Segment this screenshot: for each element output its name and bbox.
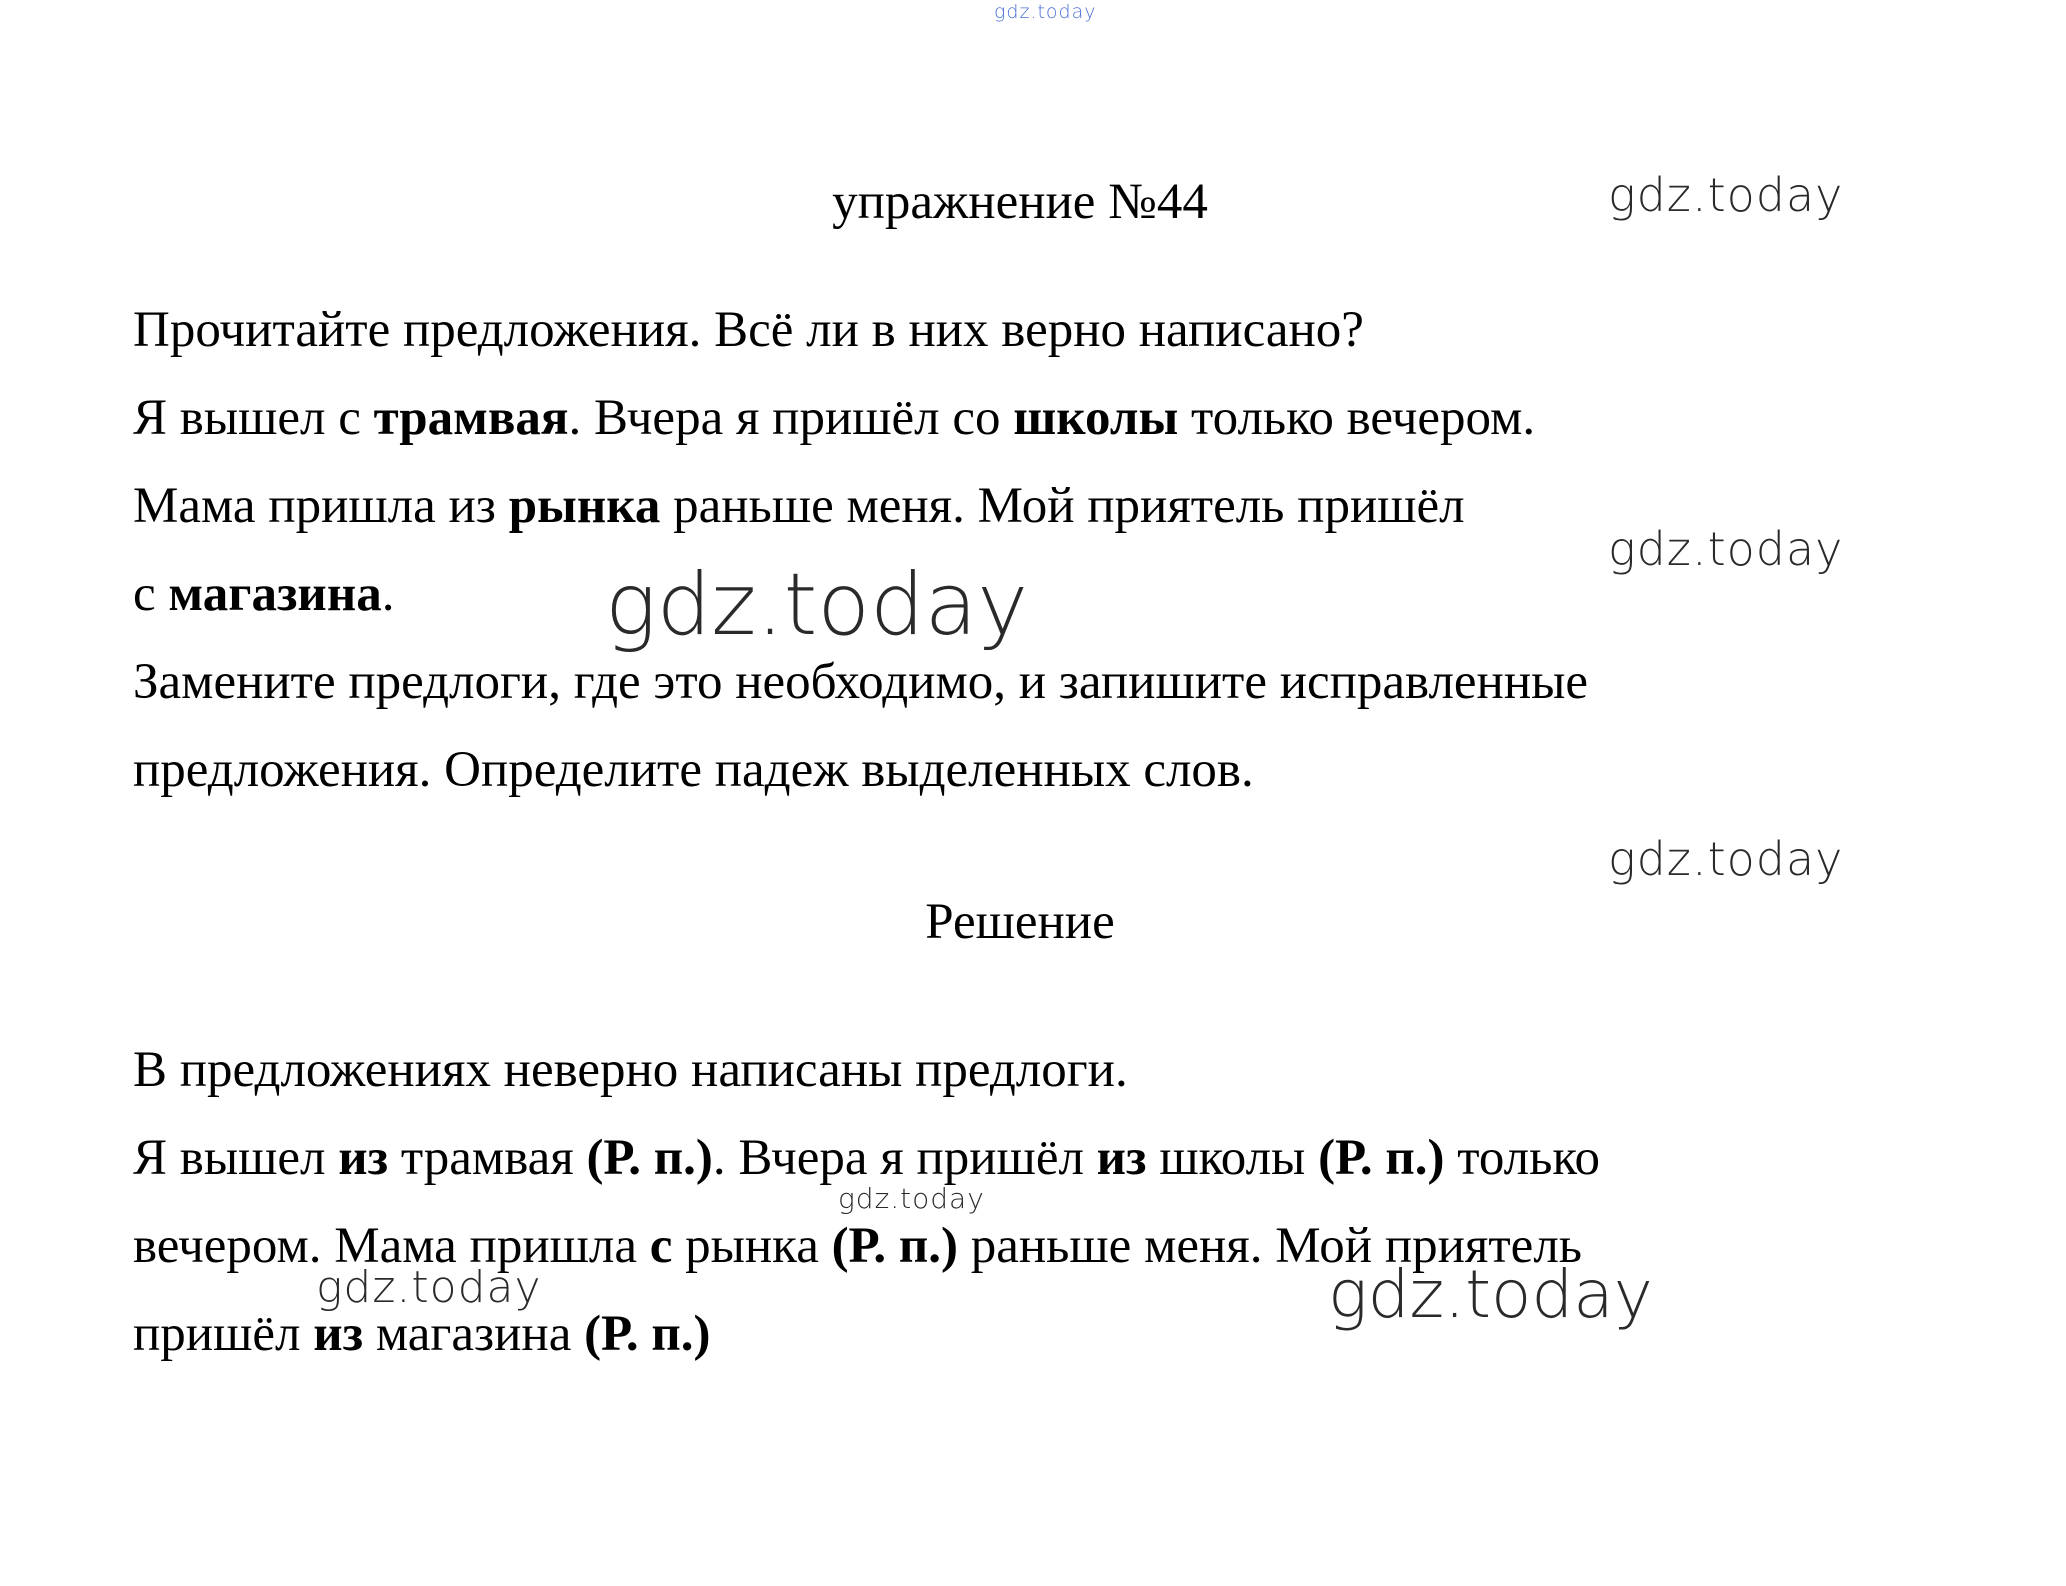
task-line: Мама пришла из рынка раньше меня. Мой приятель пришёл — [133, 478, 1465, 534]
watermark-top: gdz.today — [994, 1, 1097, 23]
watermark: gdz.today — [1608, 168, 1844, 222]
watermark: gdz.today — [605, 555, 1029, 655]
task-line: с магазина. — [133, 566, 395, 622]
task-line: Замените предлоги, где это необходимо, и запишите исправленные — [133, 654, 1589, 710]
solution-line: Я вышел из трамвая (Р. п.). Вчера я пришёл из школы (Р. п.) только — [133, 1130, 1601, 1186]
solution-heading: Решение — [925, 894, 1115, 950]
exercise-title: упражнение №44 — [832, 174, 1208, 230]
solution-line: вечером. Мама пришла с рынка (Р. п.) раньше меня. Мой приятель — [133, 1218, 1583, 1274]
solution-line: В предложениях неверно написаны предлоги. — [133, 1042, 1128, 1098]
watermark: gdz.today — [838, 1182, 985, 1215]
solution-line: пришёл из магазина (Р. п.) — [133, 1306, 711, 1362]
watermark: gdz.today — [1328, 1256, 1653, 1333]
task-line: Прочитайте предложения. Всё ли в них верно написано? — [133, 302, 1364, 358]
watermark: gdz.today — [1608, 832, 1844, 886]
task-line: предложения. Определите падеж выделенных слов. — [133, 742, 1254, 798]
task-line: Я вышел с трамвая. Вчера я пришёл со школы только вечером. — [133, 390, 1536, 446]
watermark: gdz.today — [316, 1262, 542, 1313]
watermark: gdz.today — [1608, 522, 1844, 576]
